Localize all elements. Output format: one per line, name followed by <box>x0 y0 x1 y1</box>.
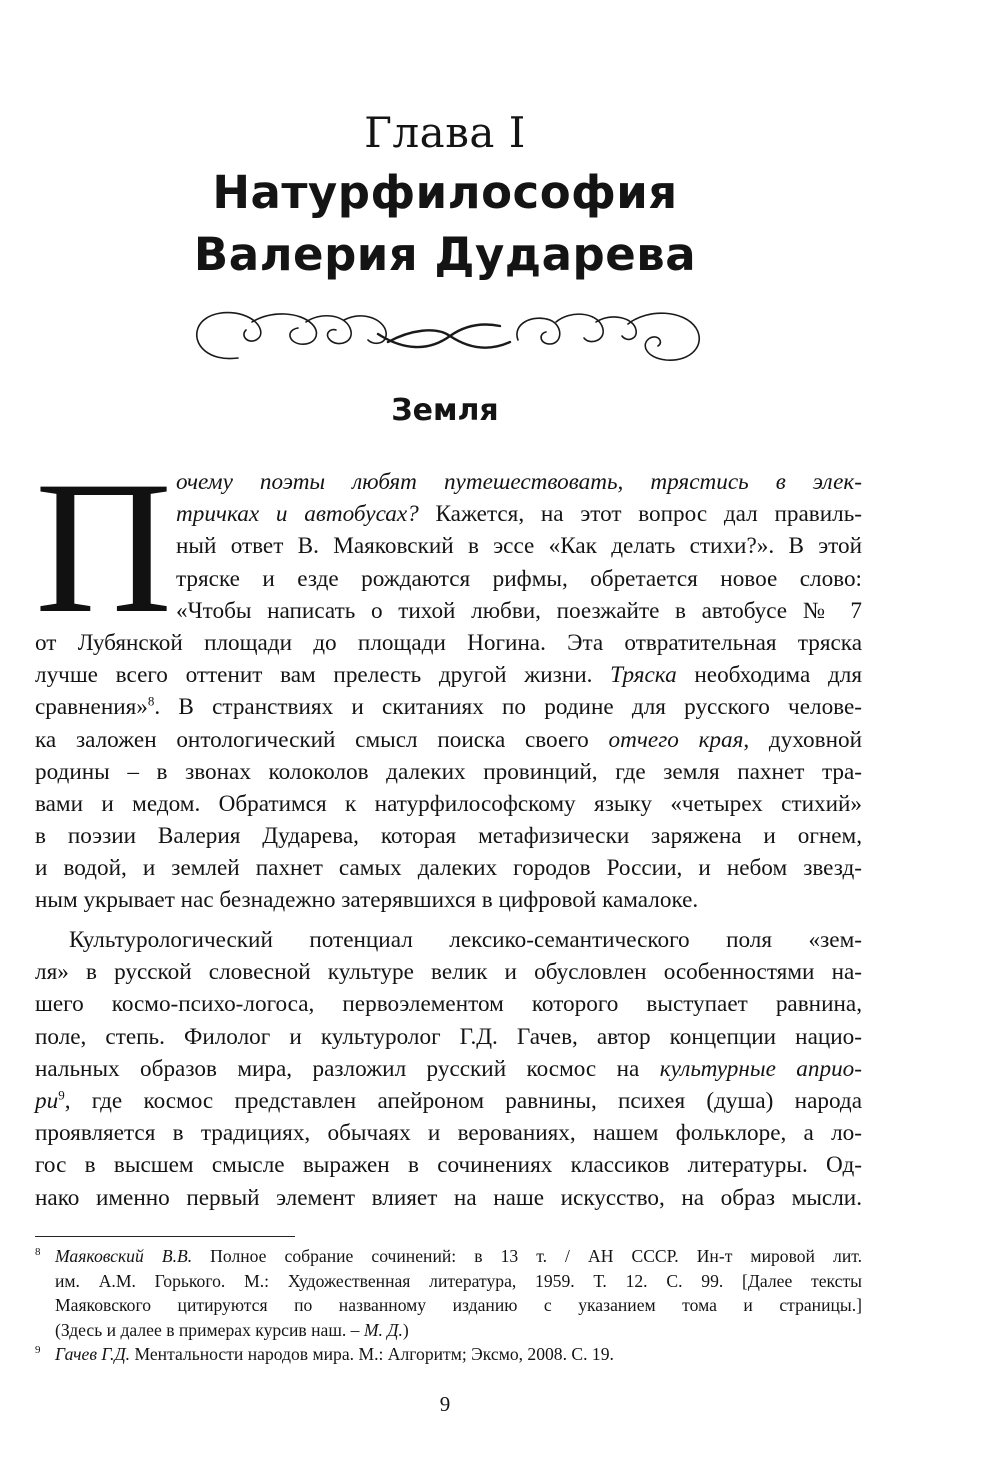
text-run: . В странствиях и скитаниях по родине для русского челове- <box>154 694 862 721</box>
footnote-divider <box>35 1236 295 1237</box>
italic-run: М. Д. <box>363 1319 403 1340</box>
italic-run: тричках и автобусах? <box>176 501 419 528</box>
footnote-number: 8 <box>35 1246 41 1258</box>
dropcap-letter: П <box>35 443 173 653</box>
text-line <box>55 1318 862 1343</box>
footnote-8 <box>35 1244 862 1342</box>
flourish-divider-icon <box>188 300 708 372</box>
italic-run: отчего края <box>608 726 744 753</box>
italic-run: Маяковский В.В. <box>55 1246 193 1266</box>
text-line: от Лубянской площади до площади Ногина. Эта отвратительная тряска <box>35 629 862 656</box>
text-line: гос в высшем смысле выражен в сочинениях классиков литературы. Од- <box>35 1152 862 1179</box>
text-line <box>55 1342 862 1367</box>
text-line <box>35 466 862 498</box>
chapter-title-line-2: Валерия Дударева <box>193 228 697 281</box>
footnote-number: 9 <box>35 1344 41 1356</box>
text-line: вами и медом. Обратимся к натурфилософскому языку «четырех стихий» <box>35 790 862 817</box>
text-line: и водой, и землей пахнет самых далеких городов России, и небом звезд- <box>35 855 862 882</box>
text-run: Кажется, на этот вопрос дал правиль- <box>418 501 862 528</box>
text-line <box>35 659 862 691</box>
italic-run: Гачев Г.Д. <box>55 1344 131 1364</box>
footnote-ref[interactable]: 8 <box>147 693 155 709</box>
text-line <box>35 498 862 530</box>
text-run: Ментальности народов мира. М.: Алгоритм; Эксмо, 2008. С. 19. <box>130 1344 614 1364</box>
text-line <box>35 1053 862 1085</box>
text-line: ля» в русской словесной культуре велик и обусловлен особенностями на- <box>35 959 862 986</box>
text-line: проявляется в традициях, обычаях и верованиях, нашем фольклоре, а ло- <box>35 1120 862 1147</box>
text-line: Маяковского цитируются по названному изданию с указанием тома и страницы.] <box>55 1295 862 1315</box>
text-line <box>35 1085 862 1117</box>
text-run: необходима для <box>676 662 862 689</box>
text-run: ка заложен онтологический смысл поиска своего <box>35 726 609 753</box>
text-run: , духовной <box>743 726 862 753</box>
chapter-title <box>0 162 890 286</box>
italic-run: очему поэты любят путешествовать, трястись в элек- <box>176 469 862 495</box>
text-line: «Чтобы написать о тихой любви, поезжайте в автобусе № 7 <box>176 597 862 624</box>
text-line <box>55 1244 862 1269</box>
text-line: в поэзии Валерия Дударева, которая метафизически заряжена и огнем, <box>35 823 862 850</box>
text-run: сравнения» <box>35 694 148 721</box>
text-run: Полное собрание сочинений: в 13 т. / АН СССР. Ин-т мировой лит. <box>192 1246 862 1266</box>
italic-run: ри <box>35 1087 59 1114</box>
footnote-ref[interactable]: 9 <box>58 1087 65 1103</box>
text-line: родины – в звонах колоколов далеких провинций, где земля пахнет тра- <box>35 758 862 785</box>
text-run: , где космос представлен апейроном равнины, психея (душа) народа <box>64 1087 862 1114</box>
text-run: (Здесь и далее в примерах курсив наш. – <box>55 1319 364 1340</box>
page-number: 9 <box>439 1392 451 1416</box>
text-line: Культурологический потенциал лексико-семантического поля «зем- <box>69 927 862 953</box>
text-line: им. А.М. Горького. М.: Художественная литература, 1959. Т. 12. С. 99. [Далее тексты <box>55 1270 862 1291</box>
section-title: Земля <box>391 393 499 428</box>
text-line <box>35 691 862 723</box>
text-run: ) <box>402 1319 409 1340</box>
footnote-9 <box>35 1342 862 1367</box>
paragraph-2 <box>35 924 862 1214</box>
text-line: поле, степь. Филолог и культуролог Г.Д. Гачев, автор концепции нацио- <box>35 1023 862 1050</box>
chapter-title-line-1: Натурфилософия <box>212 166 678 219</box>
chapter-label: Глава I <box>364 108 526 157</box>
footnotes <box>35 1244 862 1367</box>
text-run: нальных образов мира, разложил русский космос на <box>35 1055 660 1082</box>
italic-run: Тряска <box>610 662 677 689</box>
paragraph-1 <box>35 443 862 917</box>
text-run: лучше всего оттенит вам прелесть другой жизни. <box>35 662 611 689</box>
text-line <box>35 724 862 756</box>
text-line: шего космо-психо-логоса, первоэлементом которого выступает равнина, <box>35 991 862 1018</box>
text-line: нако именно первый элемент влияет на наше искусство, на образ мысли. <box>35 1184 862 1211</box>
text-line: ным укрывает нас безнадежно затерявшихся в цифровой камалоке. <box>35 887 699 914</box>
text-line: ный ответ В. Маяковский в эссе «Как делать стихи?». В этой <box>176 533 862 560</box>
text-line: тряске и езде рождаются рифмы, обретается новое слово: <box>176 565 862 592</box>
italic-run: культурные априо- <box>659 1055 862 1082</box>
